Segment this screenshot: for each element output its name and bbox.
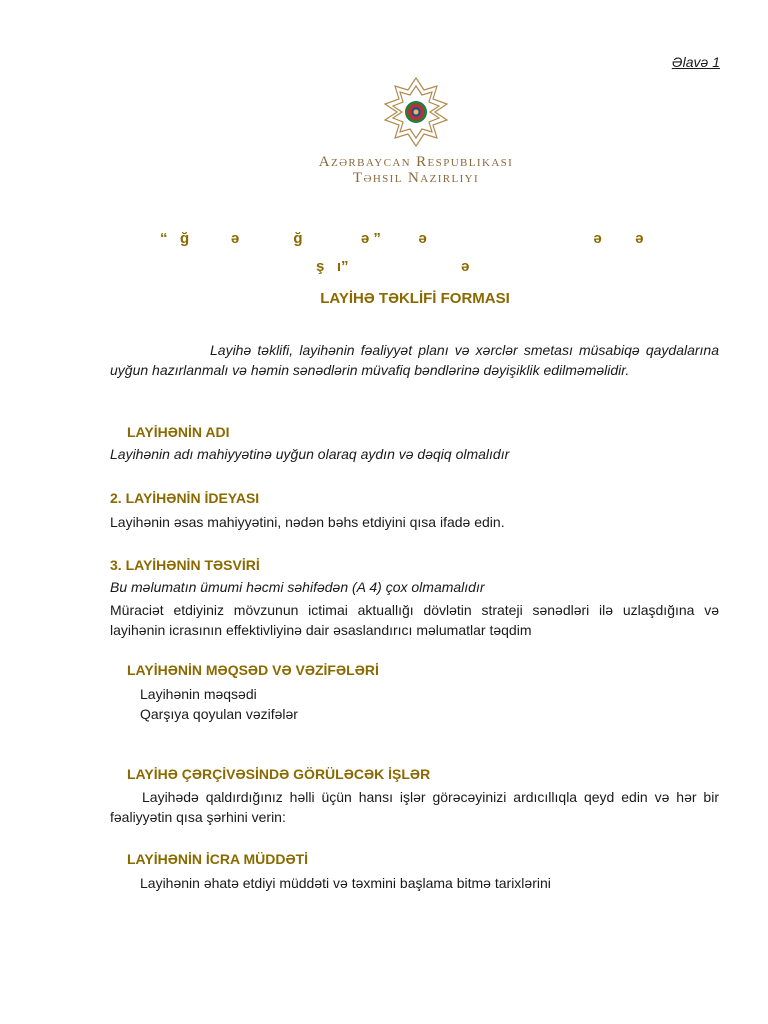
ministry-emblem-icon xyxy=(371,76,461,148)
goals-item-purpose: Layihənin məqsədi xyxy=(140,686,257,702)
title-fragment-line1: “ ğ ə ğ ə ” ə ə ə xyxy=(160,230,644,247)
form-title: LAYİHƏ TƏKLİFİ FORMASI xyxy=(320,290,510,307)
heading-project-idea: 2. LAYİHƏNİN İDEYASI xyxy=(110,490,260,506)
ministry-name-line1: Azərbaycan Respublikası xyxy=(318,154,514,170)
heading-project-name: LAYİHƏNİN ADI xyxy=(127,424,230,440)
heading-duration: LAYİHƏNİN İCRA MÜDDƏTİ xyxy=(127,851,309,867)
annex-label: Əlavə 1 xyxy=(671,54,720,70)
goals-item-tasks: Qarşıya qoyulan vəzifələr xyxy=(140,706,298,722)
ministry-name-line2: Təhsil Nazirliyi xyxy=(352,170,480,186)
heading-goals-objectives: LAYİHƏNİN MƏQSƏD VƏ VƏZİFƏLƏRİ xyxy=(127,662,379,678)
project-description-note: Bu məlumatın ümumi həcmi səhifədən (A 4) çox olmamalıdır xyxy=(110,579,485,595)
heading-planned-works: LAYİHƏ ÇƏRÇİVƏSİNDƏ GÖRÜLƏCƏK İŞLƏR xyxy=(127,766,431,782)
title-fragment-line2: ş ı” ə xyxy=(316,258,470,275)
intro-paragraph xyxy=(110,340,719,380)
planned-works-text: Layihədə qaldırdığınız həlli üçün hansı işlər görəcəyinizi ardıcıllıqla qeyd edin və hər bir fəaliyyətin qısa şərhini verin: xyxy=(110,789,719,825)
duration-text: Layihənin əhatə etdiyi müddəti və təxmini başlama bitmə tarixlərini xyxy=(140,875,551,891)
heading-project-description: 3. LAYİHƏNİN TƏSVİRİ xyxy=(110,557,260,573)
intro-text: Layihə təklifi, layihənin fəaliyyət planı və xərclər smetası müsabiqə qaydalarına uyğun hazırlanmalı və həmin sənədlərin müvafiq bəndlərinə dəyişiklik edilməməlidir. xyxy=(110,342,719,378)
project-idea-text: Layihənin əsas mahiyyətini, nədən bəhs etdiyini qısa ifadə edin. xyxy=(110,514,505,530)
project-description-text: Müraciət etdiyiniz mövzunun ictimai aktuallığı dövlətin strateji sənədləri ilə uzlaşdığına və layihənin icrasının effektivliyinə dair əsaslandırıcı məlumatlar təqdim xyxy=(110,602,719,638)
project-name-text: Layihənin adı mahiyyətinə uyğun olaraq aydın və dəqiq olmalıdır xyxy=(110,446,510,462)
